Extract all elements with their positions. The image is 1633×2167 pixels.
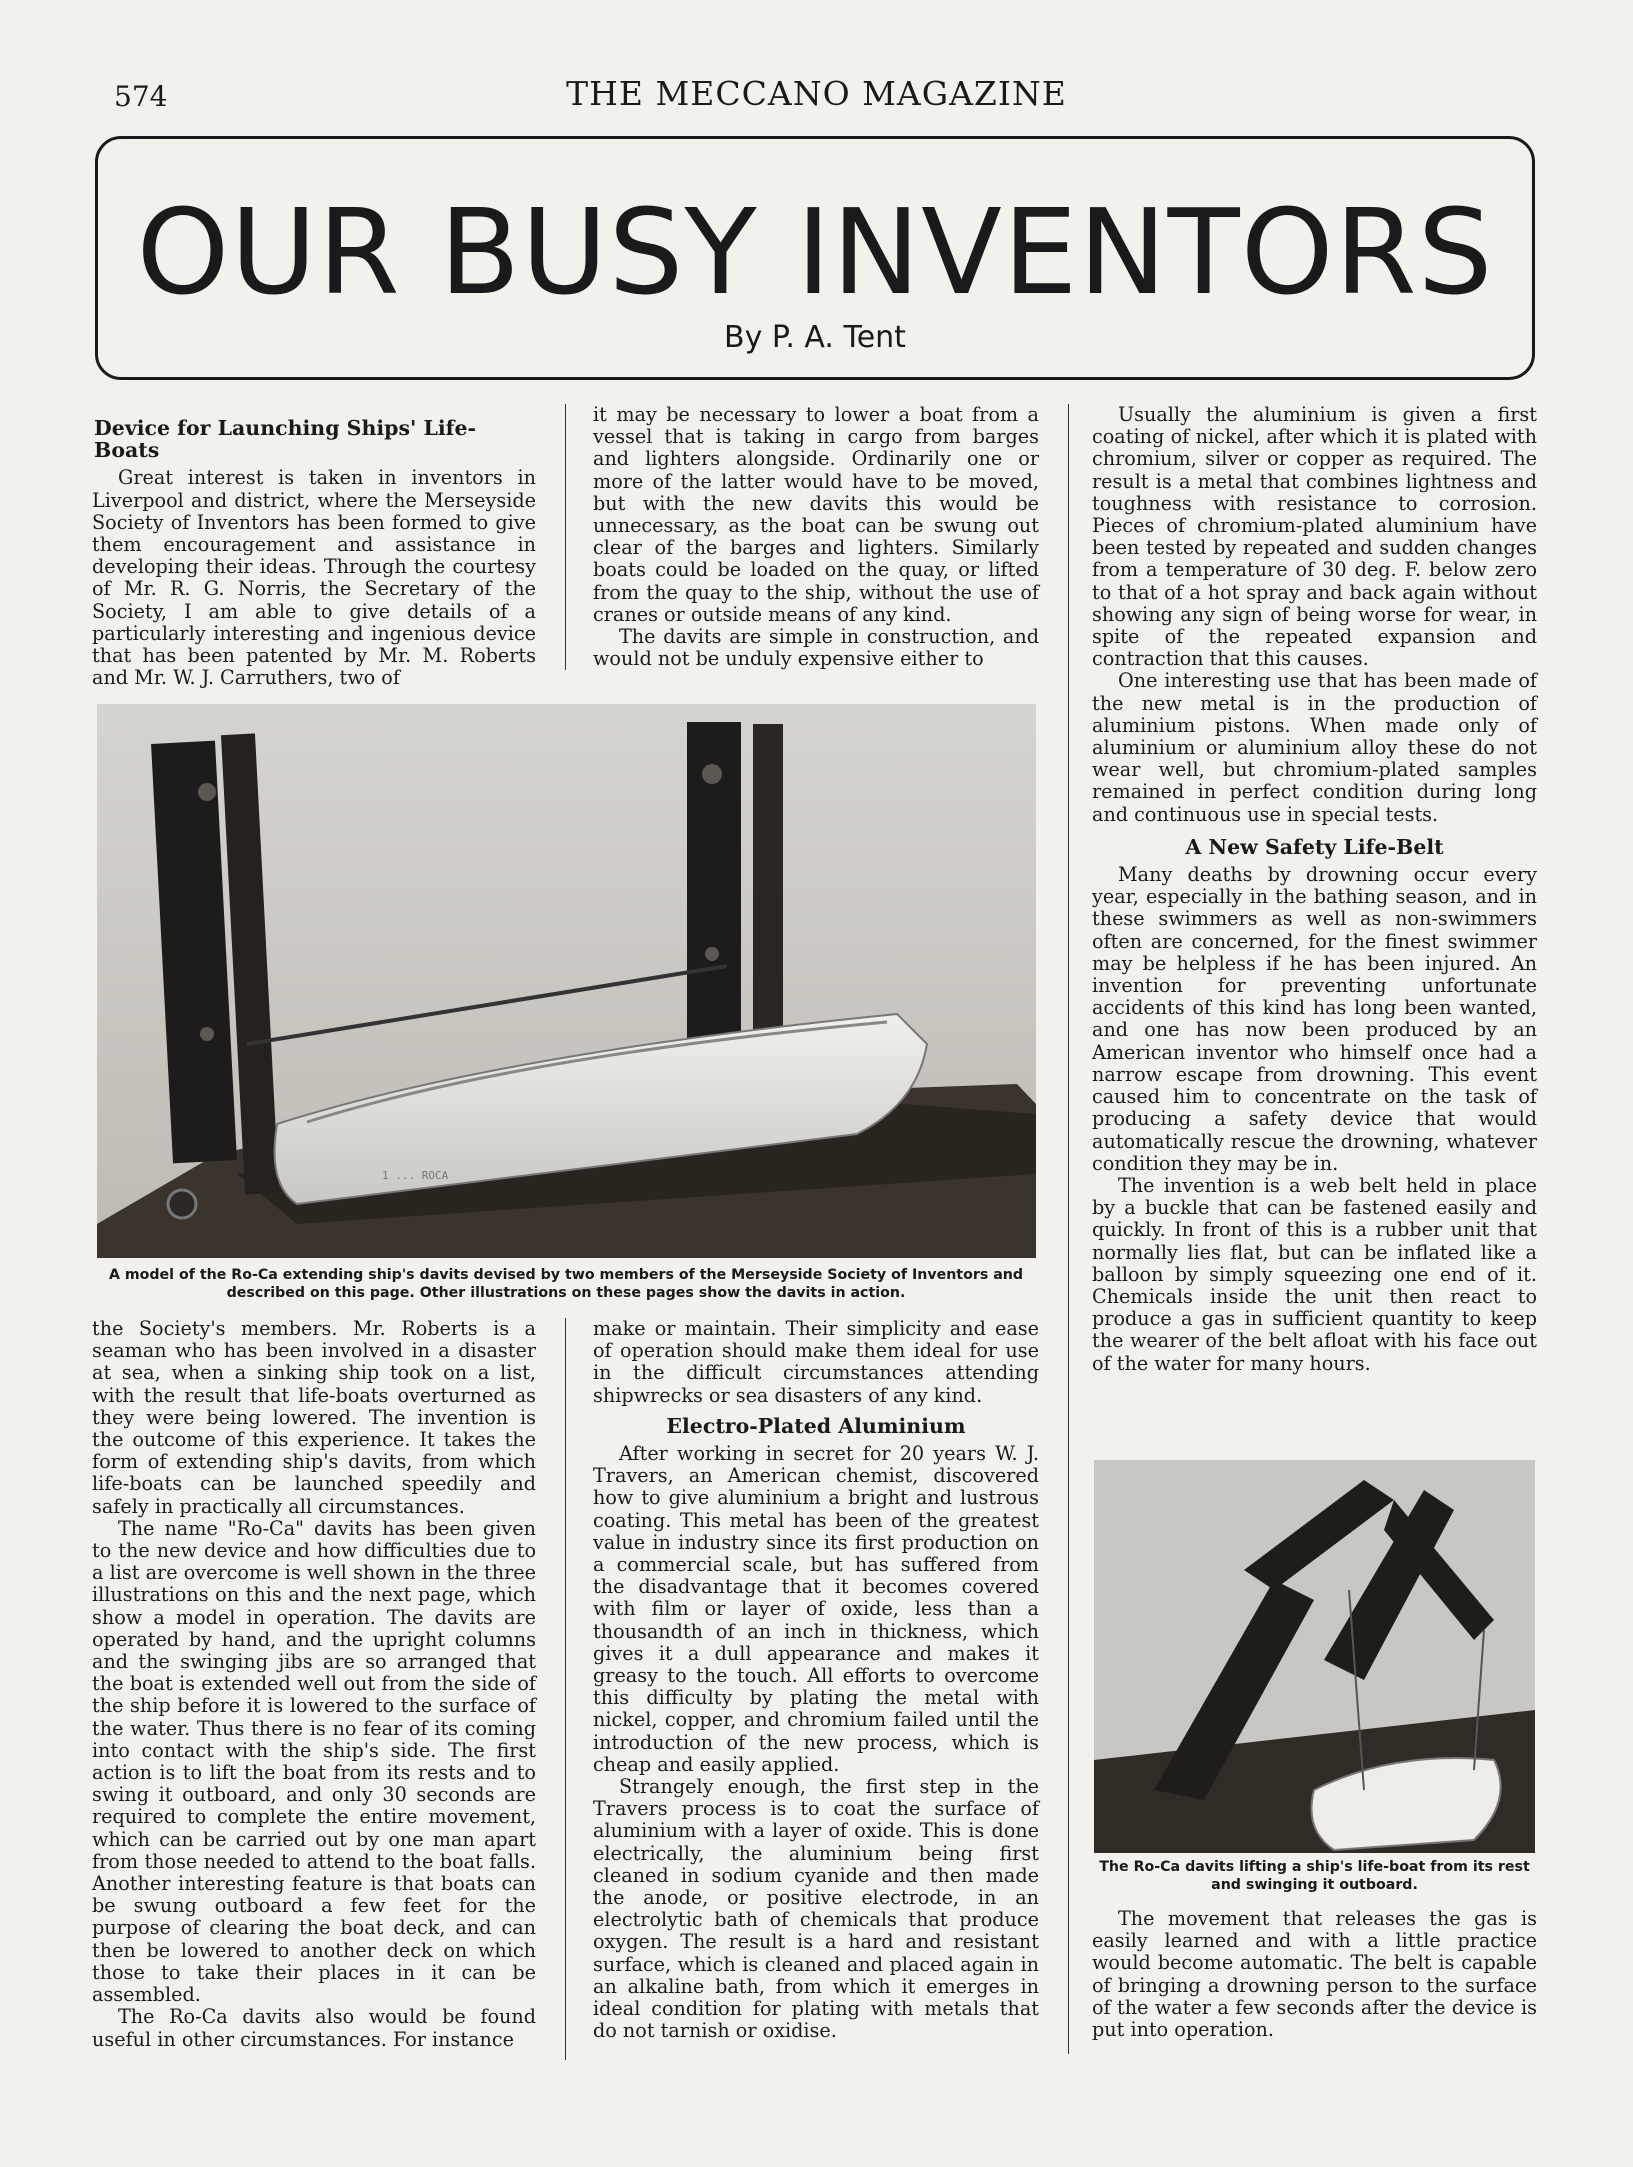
section-heading: Device for Launching Ships' Life-Boats: [94, 416, 477, 463]
paragraph: The davits are simple in construction, and would not be unduly expensive either to: [593, 625, 1039, 671]
paragraph: After working in secret for 20 years W. J. Travers, an American chemist, discovered how to give aluminium a bright and lustrous coating. This metal has been of the greatest value in industry since its first production on a commercial scale, but has suffered from the disadvantage that it becomes covered with film or layer of oxide, less than a thousandth of an inch in thickness, which gives it a dull appearance and makes it greasy to the touch. All efforts to overcome this difficulty by plating the metal with nickel, copper, and chromium failed until the introduction of the new process, which is cheap and easily applied.: [593, 1442, 1039, 1776]
paragraph: Many deaths by drowning occur every year, especially in the bathing season, and in these swimmers as well as non-swimmers often are concerned, for the finest swimmer may be helpless if he has been injured. An invention for preventing unfortunate accidents of this kind has long been wanted, and one has now been produced by an American inventor who himself once had a narrow escape from drowning. This event caused him to concentrate on the task of producing a safety device that would automatically rescue the drowning, whatever condition they may be in.: [1092, 863, 1537, 1175]
paragraph: The movement that releases the gas is easily learned and with a little practice would become automatic. The belt is capable of bringing a drowning person to the surface of the water a few seconds after the device is put into operation.: [1092, 1907, 1537, 2042]
paragraph: One interesting use that has been made of the new metal is in the production of aluminium pistons. When made only of aluminium or aluminium alloy these do not wear well, but chromium-plated samples remained in perfect condition during long and continuous use in special tests.: [1092, 669, 1537, 826]
main-photo: [97, 704, 1036, 1258]
running-head: THE MECCANO MAGAZINE: [566, 74, 1067, 113]
column-1-top: [92, 414, 536, 689]
boat-label: 1 ... ROCA: [382, 1169, 449, 1182]
column-rule: [565, 404, 566, 670]
paragraph: Great interest is taken in inventors in Liverpool and district, where the Merseyside Society of Inventors has been formed to give them encouragement and assistance in developing their ideas. Through the courtesy of Mr. R. G. Norris, the Secretary of the Society, I am able to give details of a particularly interesting and ingenious device that has been patented by Mr. M. Roberts and Mr. W. J. Carruthers, two of: [92, 466, 536, 690]
column-rule: [565, 1318, 566, 2060]
column-rule: [1068, 404, 1069, 2054]
paragraph: Strangely enough, the first step in the Travers process is to coat the surface of aluminium with a layer of oxide. This is done electrically, the aluminium being first cleaned in sodium cyanide and then made the anode, or positive electrode, in an electrolytic bath of chemicals that produce oxygen. The result is a hard and resistant surface, which is cleaned and placed again in an alkaline bath, from which it emerges in ideal condition for plating with metals that do not tarnish or oxidise.: [593, 1775, 1039, 2043]
page-number: 574: [114, 80, 168, 113]
side-photo: [1094, 1460, 1535, 1853]
title-box: [95, 136, 1535, 380]
column-1-bottom: [92, 1318, 536, 2051]
section-heading: Electro-Plated Aluminium: [666, 1413, 966, 1438]
paragraph: it may be necessary to lower a boat from a vessel that is taking in cargo from barges and lighters alongside. Ordinarily one or more of the latter would have to be moved, but with the new davits this would be unnecessary, as the boat can be swung out clear of the barges and lighters. Similarly boats could be loaded on the quay, or lifted from the quay to the ship, without the use of cranes or outside means of any kind.: [593, 403, 1039, 626]
column-3: [1092, 404, 1537, 1375]
column-3-bottom: [1092, 1908, 1537, 2041]
paragraph: The name "Ro-Ca" davits has been given to the new device and how difficulties due to a list are overcome is well shown in the three illustrations on this and the next page, which show a model in operation. The davits are operated by hand, and the upright columns and the swinging jibs are so arranged that the boat is extended well out from the side of the ship before it is lowered to the surface of the water. Thus there is no fear of its coming into contact with the ship's side. The first action is to lift the boat from its rests and to swing it outboard, and only 30 seconds are required to complete the entire movement, which can be carried out by one man apart from those needed to attend to the boat falls. Another interesting feature is that boats can be swung outboard a few feet for the purpose of clearing the boat deck, and can then be lowered to another deck on which those to take their places in it can be assembled.: [92, 1516, 536, 2007]
paragraph: The Ro-Ca davits also would be found useful in other circumstances. For instance: [92, 2005, 536, 2051]
side-photo-caption: The Ro-Ca davits lifting a ship's life-boat from its rest and swinging it outboard.: [1099, 1859, 1530, 1893]
column-2-bottom: [593, 1318, 1039, 2043]
main-photo-caption: A model of the Ro-Ca extending ship's davits devised by two members of the Merseyside Society of Inventors and described on this page. Other illustrations on these pages show the davits in action.: [108, 1267, 1024, 1301]
page-title: OUR BUSY INVENTORS: [136, 183, 1494, 321]
paragraph: Usually the aluminium is given a first coating of nickel, after which it is plated with chromium, silver or copper as required. The result is a metal that combines lightness and toughness with resistance to corrosion. Pieces of chromium-plated aluminium have been tested by repeated and sudden changes from a temperature of 30 deg. F. below zero to that of a hot spray and back again without showing any sign of being worse for wear, in spite of the repeated expansion and contraction that this causes.: [1092, 403, 1537, 671]
paragraph: the Society's members. Mr. Roberts is a seaman who has been involved in a disaster at sea, when a sinking ship took on a list, with the result that life-boats overturned as they were being lowered. The invention is the outcome of this experience. It takes the form of extending ship's davits, from which life-boats can be launched speedily and safely in practically all circumstances.: [92, 1317, 536, 1518]
byline: By P. A. Tent: [724, 320, 906, 355]
section-heading: A New Safety Life-Belt: [1185, 834, 1444, 859]
paragraph: make or maintain. Their simplicity and ease of operation should make them ideal for use in the difficult circumstances attending shipwrecks or sea disasters of any kind.: [593, 1317, 1039, 1407]
column-2-top: [593, 404, 1039, 670]
paragraph: The invention is a web belt held in place by a buckle that can be fastened easily and quickly. In front of this is a rubber unit that normally lies flat, but can be inflated like a balloon by simply squeezing one end of it. Chemicals inside the unit then react to produce a gas in sufficient quantity to keep the wearer of the belt afloat with his face out of the water for many hours.: [1092, 1173, 1537, 1375]
